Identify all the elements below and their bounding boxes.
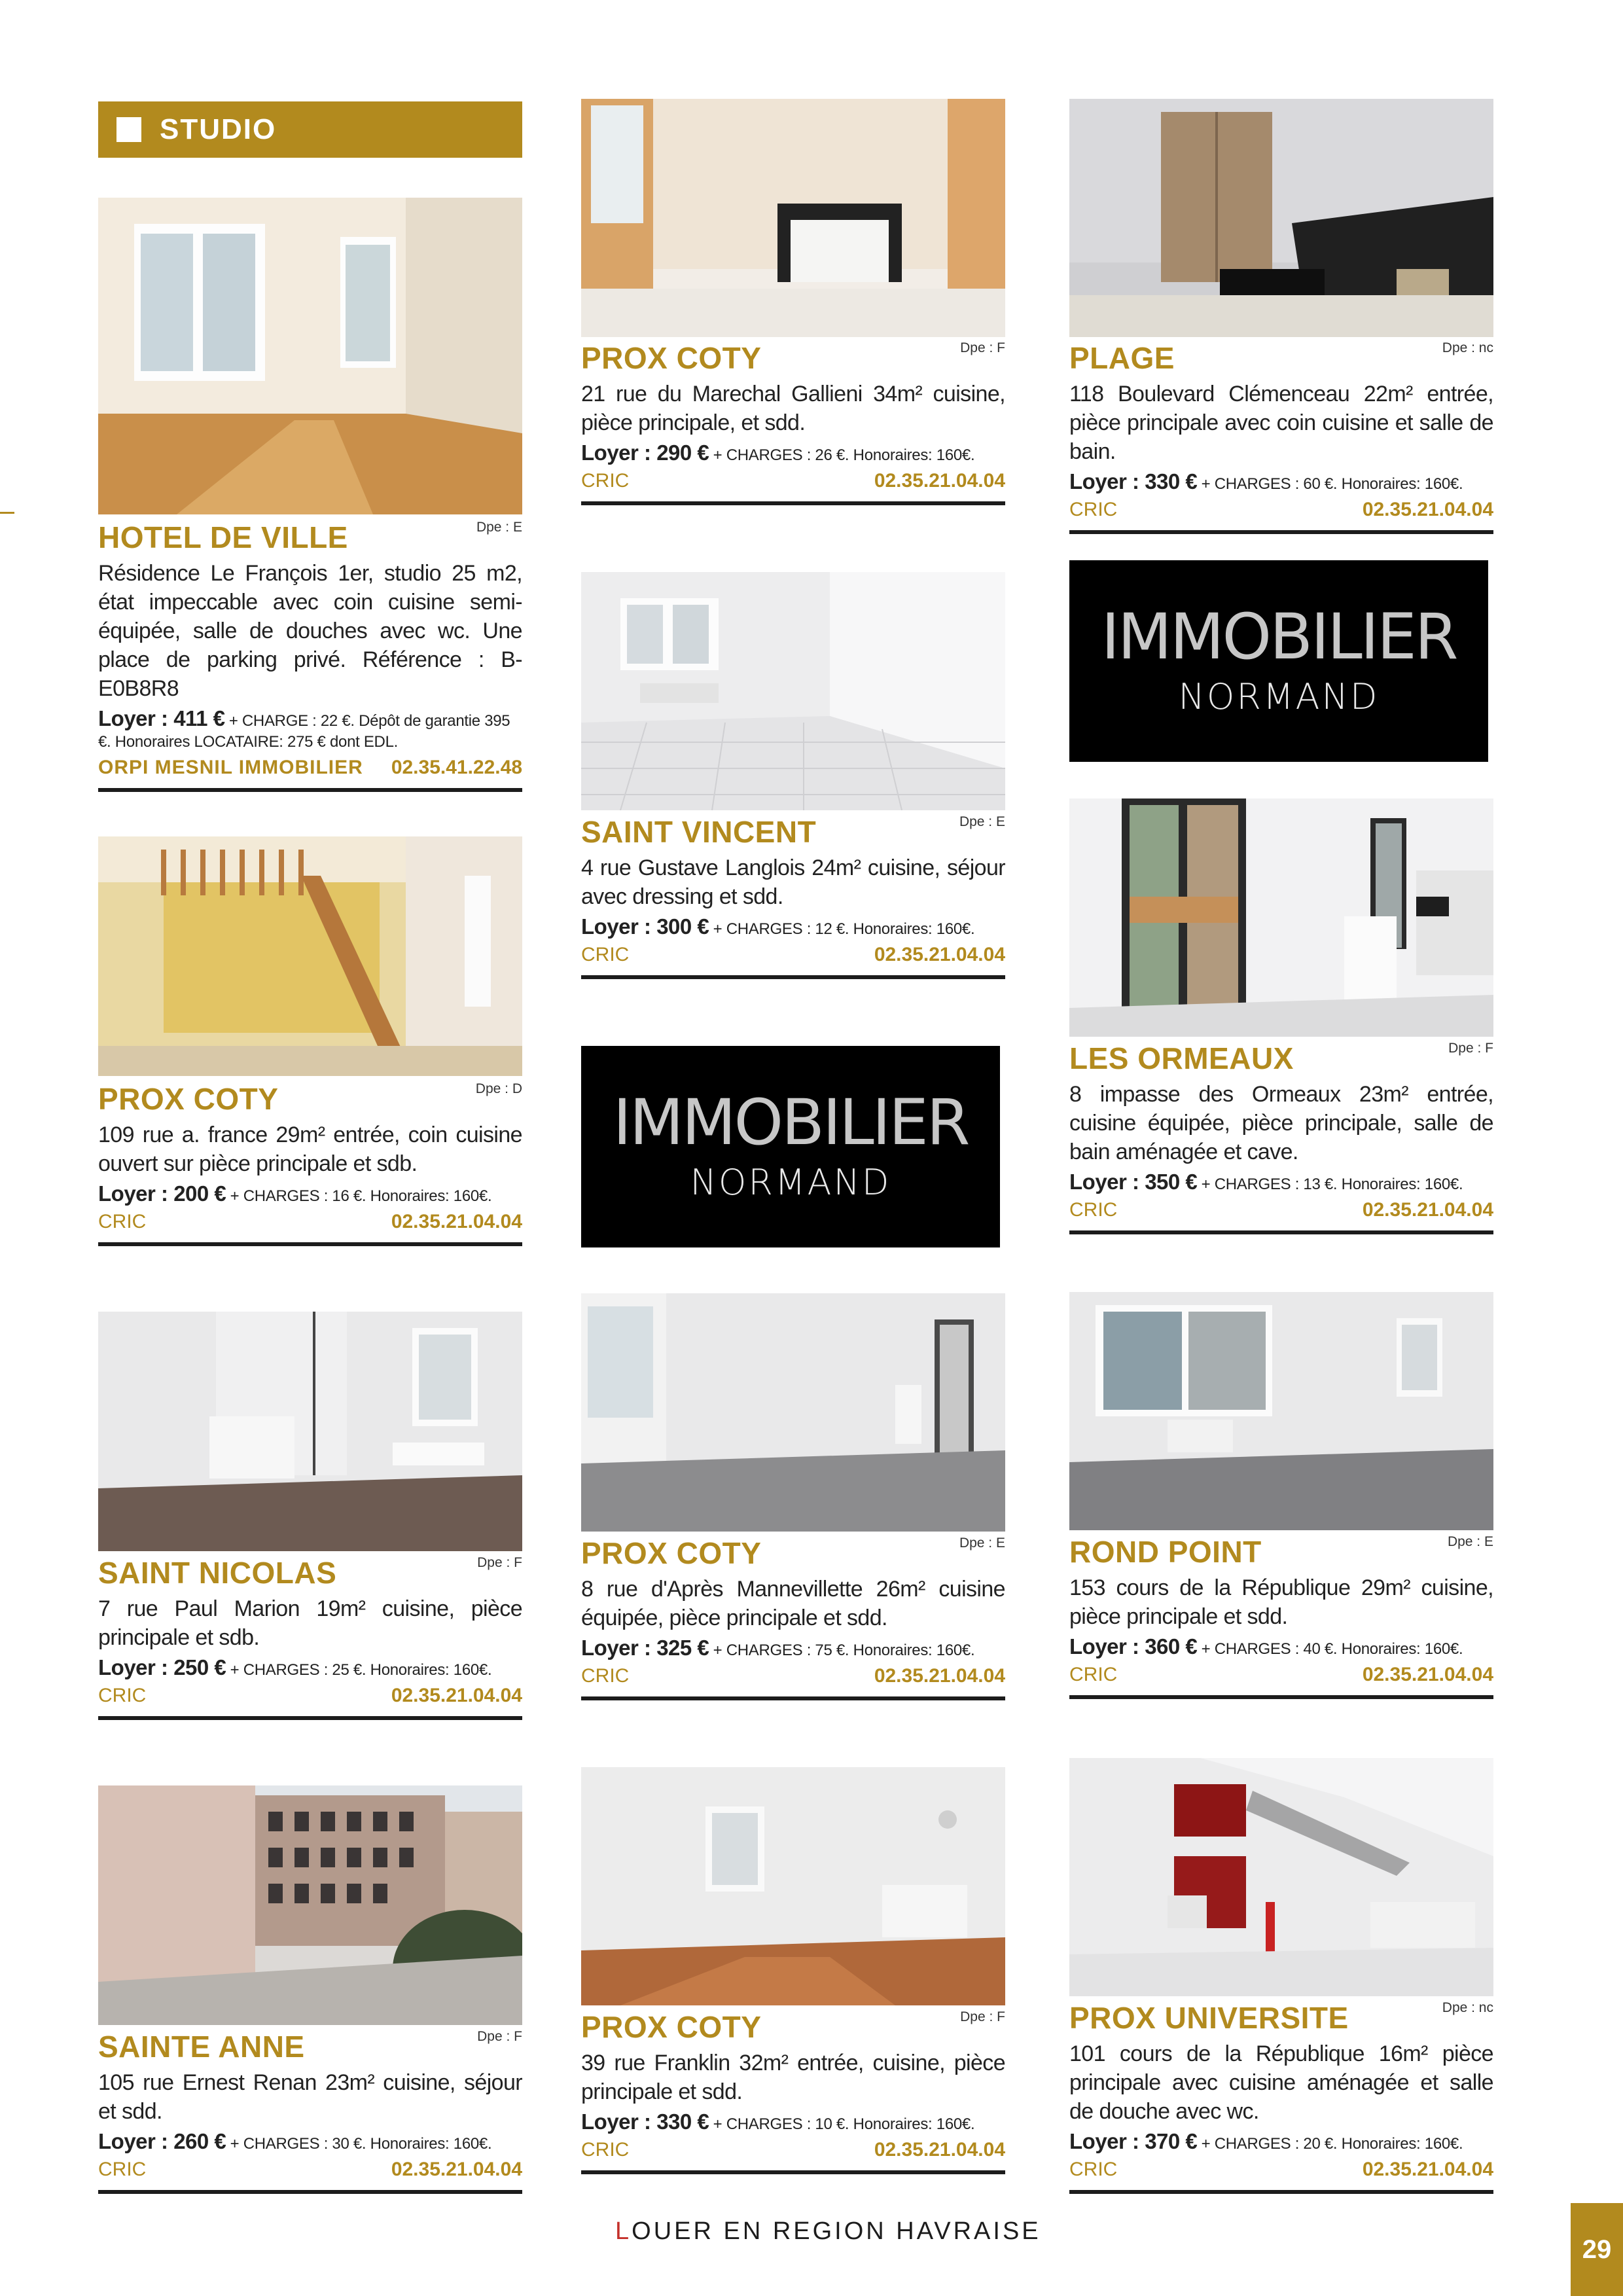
- rent-amount: Loyer : 370 €: [1069, 2129, 1198, 2153]
- dpe-rating: Dpe : E: [959, 1535, 1005, 1551]
- rent-amount: Loyer : 325 €: [581, 1636, 709, 1660]
- listing-description: 109 rue a. france 29m² entrée, coin cuisine ouvert sur pièce principale et sdb.: [98, 1122, 522, 1176]
- listing-title: PROX COTY: [581, 341, 762, 375]
- listing-price: [98, 708, 522, 753]
- listing-title: SAINT NICOLAS: [98, 1556, 337, 1590]
- agency-line: [1069, 499, 1493, 534]
- listing-photo-prox-coty-8: [581, 1293, 1005, 1532]
- listing-description: 4 rue Gustave Langlois 24m² cuisine, séjour avec dressing et sdd.: [581, 855, 1005, 909]
- charges-text: + CHARGES : 40 €. Honoraires: 160€.: [1197, 1640, 1463, 1658]
- listing-title: PLAGE: [1069, 341, 1175, 375]
- rent-amount: Loyer : 250 €: [98, 1655, 226, 1679]
- listing-card[interactable]: [98, 2028, 522, 2194]
- charges-text: + CHARGES : 20 €. Honoraires: 160€.: [1197, 2135, 1463, 2153]
- listing-card[interactable]: [1069, 1039, 1493, 1234]
- listing-description: 39 rue Franklin 32m² entrée, cuisine, pièce principale et sdd.: [581, 2051, 1005, 2104]
- logo-line-1: IMMOBILIER: [1101, 600, 1457, 673]
- agency-name: CRIC: [98, 1685, 147, 1706]
- agency-phone[interactable]: 02.35.21.04.04: [874, 1665, 1005, 1687]
- listing-photo-prox-universite: [1069, 1758, 1493, 1996]
- agency-line: [581, 470, 1005, 505]
- margin-mark: [0, 512, 14, 514]
- footer-title: [615, 2217, 1041, 2246]
- charges-text: + CHARGES : 30 €. Honoraires: 160€.: [226, 2135, 492, 2153]
- agency-line: [98, 1685, 522, 1720]
- agency-phone[interactable]: 02.35.21.04.04: [1362, 1199, 1493, 1221]
- agency-phone[interactable]: 02.35.21.04.04: [391, 1685, 522, 1706]
- listing-title: PROX COTY: [581, 1536, 762, 1570]
- listing-photo-hotel-de-ville: [98, 198, 522, 514]
- dpe-rating: Dpe : E: [476, 520, 522, 535]
- listing-title: HOTEL DE VILLE: [98, 520, 348, 554]
- agency-phone[interactable]: 02.35.21.04.04: [874, 944, 1005, 965]
- page-number: 29: [1571, 2203, 1623, 2296]
- listing-title: SAINT VINCENT: [581, 815, 817, 849]
- rent-amount: Loyer : 330 €: [1069, 469, 1198, 493]
- section-header: [98, 101, 522, 158]
- agency-phone[interactable]: 02.35.21.04.04: [391, 2159, 522, 2180]
- dpe-rating: Dpe : E: [959, 814, 1005, 829]
- agency-line: [98, 2159, 522, 2194]
- rent-amount: Loyer : 330 €: [581, 2109, 709, 2134]
- listing-title: PROX UNIVERSITE: [1069, 2001, 1349, 2035]
- agency-line: [581, 1665, 1005, 1700]
- charges-text: + CHARGES : 12 €. Honoraires: 160€.: [709, 920, 975, 938]
- listing-price: [581, 442, 1005, 466]
- immobilier-normand-logo: [581, 1046, 1000, 1247]
- listing-price: [1069, 1172, 1493, 1195]
- charges-text: + CHARGE : 22 €. Dépôt de garantie 395 €. Honoraires LOCATAIRE: 275 € dont EDL.: [98, 712, 510, 751]
- dpe-rating: Dpe : F: [477, 2029, 522, 2044]
- listing-photo-prox-coty-109: [98, 836, 522, 1076]
- dpe-rating: Dpe : nc: [1442, 2000, 1493, 2015]
- footer-rest: OUER EN REGION HAVRAISE: [632, 2217, 1041, 2245]
- charges-text: + CHARGES : 26 €. Honoraires: 160€.: [709, 446, 975, 464]
- listing-title: SAINTE ANNE: [98, 2030, 305, 2064]
- charges-text: + CHARGES : 60 €. Honoraires: 160€.: [1197, 475, 1463, 493]
- dpe-rating: Dpe : F: [477, 1555, 522, 1570]
- agency-name: CRIC: [1069, 1664, 1118, 1685]
- listing-description: 8 rue d'Après Mannevillette 26m² cuisine équipée, pièce principale et sdd.: [581, 1577, 1005, 1630]
- agency-name: CRIC: [98, 1211, 147, 1232]
- listing-card[interactable]: [98, 1554, 522, 1720]
- agency-name: CRIC: [1069, 1199, 1118, 1221]
- listing-description: 7 rue Paul Marion 19m² cuisine, pièce principale et sdb.: [98, 1596, 522, 1650]
- immobilier-normand-logo: [1069, 560, 1488, 762]
- listing-card[interactable]: [581, 339, 1005, 505]
- listing-description: Résidence Le François 1er, studio 25 m2, état impeccable avec coin cuisine semi-équipée, salle de douches avec wc. Une place de parking privé. Référence : B-E0B8R8: [98, 561, 522, 701]
- agency-name: CRIC: [581, 470, 630, 492]
- rent-amount: Loyer : 411 €: [98, 706, 225, 730]
- dpe-rating: Dpe : nc: [1442, 340, 1493, 355]
- listing-photo-saint-nicolas: [98, 1312, 522, 1551]
- listing-description: 101 cours de la République 16m² pièce principale avec cuisine aménagée et salle de douche avec wc.: [1069, 2041, 1493, 2124]
- listing-title: PROX COTY: [98, 1082, 279, 1116]
- charges-text: + CHARGES : 13 €. Honoraires: 160€.: [1197, 1175, 1463, 1193]
- agency-line: [581, 2139, 1005, 2174]
- section-title: STUDIO: [160, 113, 277, 145]
- charges-text: + CHARGES : 75 €. Honoraires: 160€.: [709, 1641, 975, 1659]
- charges-text: + CHARGES : 10 €. Honoraires: 160€.: [709, 2115, 975, 2133]
- rent-amount: Loyer : 290 €: [581, 440, 709, 465]
- dpe-rating: Dpe : F: [1448, 1041, 1493, 1056]
- logo-line-1: IMMOBILIER: [613, 1085, 969, 1159]
- rent-amount: Loyer : 260 €: [98, 2129, 226, 2153]
- logo-line-2: NORMAND: [690, 1161, 891, 1203]
- listing-price: [581, 1638, 1005, 1661]
- listing-photo-saint-vincent: [581, 572, 1005, 810]
- agency-phone[interactable]: 02.35.21.04.04: [1362, 2159, 1493, 2180]
- listing-title: LES ORMEAUX: [1069, 1041, 1294, 1075]
- listing-price: [98, 1657, 522, 1681]
- agency-phone[interactable]: 02.35.21.04.04: [874, 470, 1005, 492]
- agency-name: CRIC: [581, 2139, 630, 2161]
- footer-first-letter: L: [615, 2217, 632, 2245]
- listing-description: 21 rue du Marechal Gallieni 34m² cuisine, pièce principale, et sdd.: [581, 382, 1005, 435]
- agency-name: CRIC: [1069, 2159, 1118, 2180]
- agency-name: ORPI MESNIL IMMOBILIER: [98, 757, 363, 778]
- listing-price: [581, 916, 1005, 940]
- agency-name: CRIC: [581, 944, 630, 965]
- listing-card[interactable]: [1069, 1533, 1493, 1699]
- agency-phone[interactable]: 02.35.41.22.48: [391, 757, 522, 778]
- agency-name: CRIC: [581, 1665, 630, 1687]
- agency-name: CRIC: [1069, 499, 1118, 520]
- rent-amount: Loyer : 200 €: [98, 1181, 226, 1206]
- logo-line-2: NORMAND: [1178, 675, 1380, 717]
- listing-photo-rond-point: [1069, 1292, 1493, 1530]
- listing-price: [1069, 471, 1493, 495]
- listing-photo-prox-coty-21: [581, 99, 1005, 337]
- listing-card[interactable]: [98, 1080, 522, 1246]
- listing-price: [1069, 1636, 1493, 1660]
- rent-amount: Loyer : 350 €: [1069, 1170, 1198, 1194]
- agency-phone[interactable]: 02.35.21.04.04: [874, 2139, 1005, 2161]
- dpe-rating: Dpe : E: [1447, 1534, 1493, 1549]
- agency-line: [98, 757, 522, 792]
- square-icon: [116, 117, 141, 142]
- listing-price: [581, 2111, 1005, 2135]
- agency-line: [1069, 2159, 1493, 2194]
- agency-phone[interactable]: 02.35.21.04.04: [1362, 1664, 1493, 1685]
- dpe-rating: Dpe : F: [960, 340, 1005, 355]
- listing-card[interactable]: [1069, 1999, 1493, 2194]
- dpe-rating: Dpe : F: [960, 2009, 1005, 2024]
- listing-description: 153 cours de la République 29m² cuisine, pièce principale et sdd.: [1069, 1575, 1493, 1629]
- agency-phone[interactable]: 02.35.21.04.04: [1362, 499, 1493, 520]
- listing-card[interactable]: [581, 1534, 1005, 1700]
- listing-price: [1069, 2131, 1493, 2155]
- listing-photo-plage: [1069, 99, 1493, 337]
- listing-title: ROND POINT: [1069, 1535, 1262, 1569]
- listing-price: [98, 1183, 522, 1207]
- rent-amount: Loyer : 360 €: [1069, 1634, 1198, 1659]
- rent-amount: Loyer : 300 €: [581, 914, 709, 939]
- listing-card[interactable]: [581, 2008, 1005, 2174]
- listing-card[interactable]: [98, 518, 522, 792]
- listing-photo-les-ormeaux: [1069, 798, 1493, 1037]
- listing-description: 8 impasse des Ormeaux 23m² entrée, cuisine équipée, pièce principale, salle de bain aménagée et cave.: [1069, 1082, 1493, 1164]
- agency-line: [581, 944, 1005, 979]
- agency-line: [1069, 1664, 1493, 1699]
- agency-name: CRIC: [98, 2159, 147, 2180]
- charges-text: + CHARGES : 25 €. Honoraires: 160€.: [226, 1661, 492, 1679]
- dpe-rating: Dpe : D: [475, 1081, 522, 1096]
- listing-photo-sainte-anne: [98, 1785, 522, 2025]
- listing-card[interactable]: [1069, 339, 1493, 534]
- listing-title: PROX COTY: [581, 2010, 762, 2044]
- listing-description: 105 rue Ernest Renan 23m² cuisine, séjour et sdd.: [98, 2070, 522, 2124]
- agency-line: [98, 1211, 522, 1246]
- agency-phone[interactable]: 02.35.21.04.04: [391, 1211, 522, 1232]
- agency-line: [1069, 1199, 1493, 1234]
- charges-text: + CHARGES : 16 €. Honoraires: 160€.: [226, 1187, 492, 1205]
- listing-description: 118 Boulevard Clémenceau 22m² entrée, pièce principale avec coin cuisine et salle de bain.: [1069, 382, 1493, 464]
- listing-photo-prox-coty-39: [581, 1767, 1005, 2005]
- listing-card[interactable]: [581, 813, 1005, 979]
- listing-price: [98, 2131, 522, 2155]
